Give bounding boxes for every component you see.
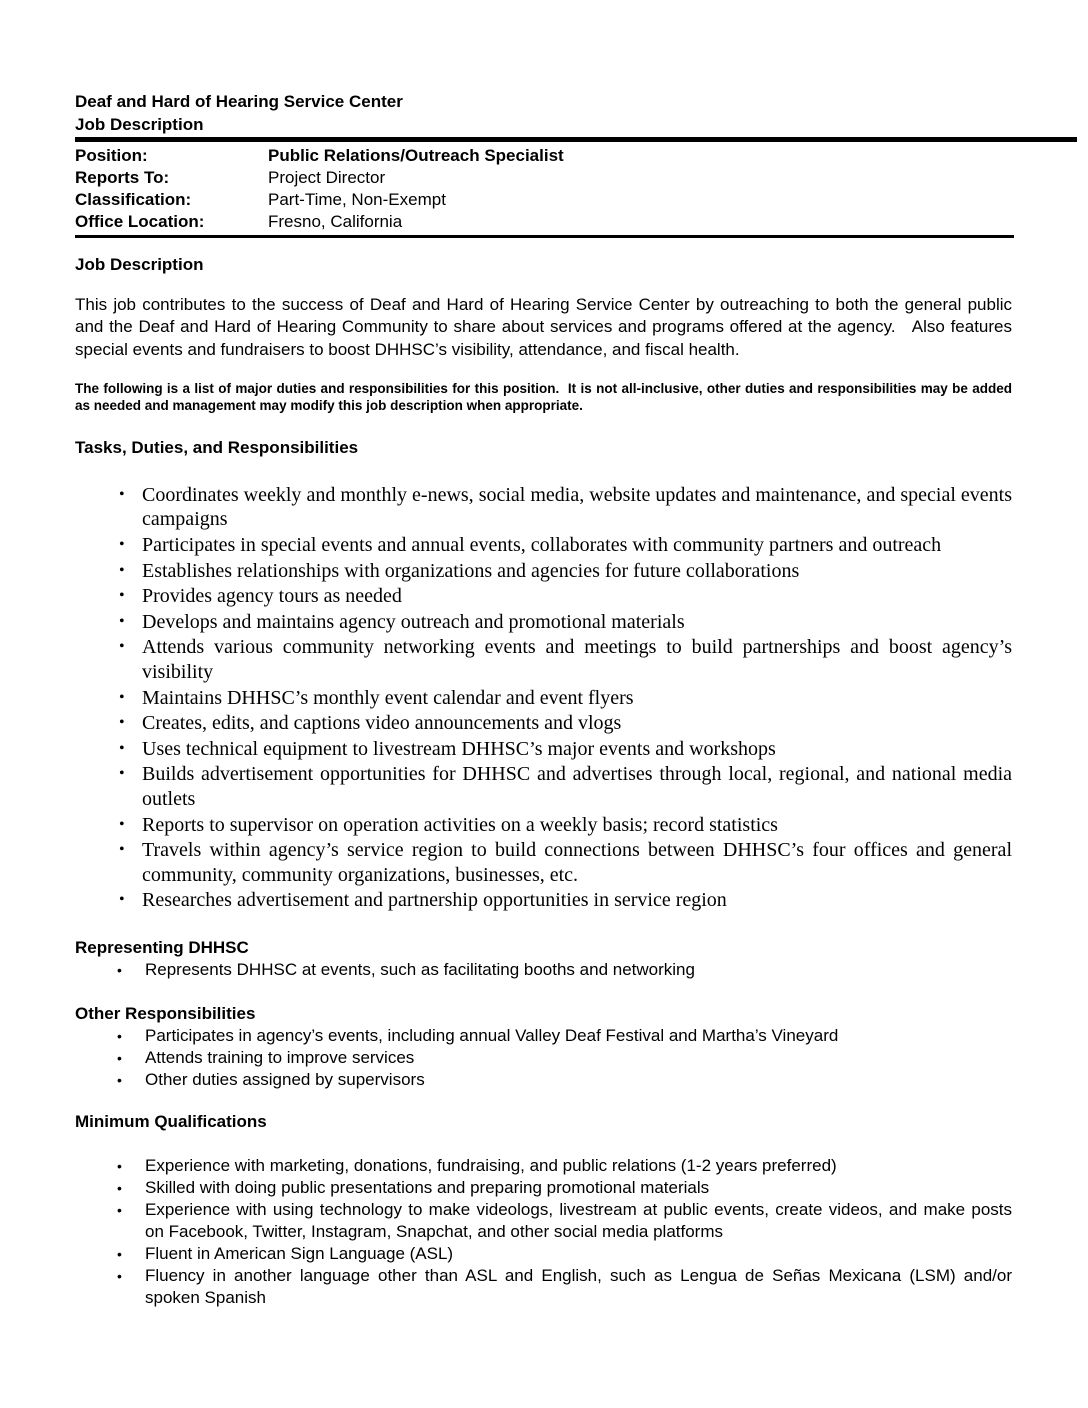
other-responsibilities-list bbox=[75, 1025, 1012, 1091]
task-item: • Creates, edits, and captions video announcements and vlogs bbox=[75, 711, 1012, 736]
representing-list bbox=[75, 959, 1012, 981]
classification-label: Classification: bbox=[75, 190, 192, 209]
task-item: • Participates in special events and annual events, collaborates with community partners and outreach bbox=[75, 533, 1012, 558]
org-name: Deaf and Hard of Hearing Service Center bbox=[75, 92, 403, 111]
tasks-list bbox=[75, 483, 1012, 913]
qualifications-list bbox=[75, 1155, 1012, 1309]
document-content bbox=[75, 90, 1017, 1309]
qualification-item: • Experience with marketing, donations, fundraising, and public relations (1-2 years preferred) bbox=[75, 1155, 1012, 1177]
qualification-item: • Fluency in another language other than ASL and English, such as Lengua de Señas Mexicana (LSM) and/or spoken Spanish bbox=[75, 1265, 1012, 1309]
other-responsibility-item: • Attends training to improve services bbox=[75, 1047, 1012, 1069]
info-row-reports-to bbox=[75, 167, 1012, 189]
other-responsibility-item: • Participates in agency’s events, including annual Valley Deaf Festival and Martha’s Vineyard bbox=[75, 1025, 1012, 1047]
info-row-office-location bbox=[75, 211, 1012, 233]
position-info-table bbox=[75, 145, 1012, 233]
job-summary-paragraph: This job contributes to the success of Deaf and Hard of Hearing Service Center by outreaching to both the general public and the Deaf and Hard of Hearing Community to share about services and programs offered at the agency. Also features special events and fundraisers to boost DHHSC’s visibility, attendance, and fiscal health. bbox=[75, 295, 1017, 359]
section-heading-tasks: Tasks, Duties, and Responsibilities bbox=[75, 437, 359, 457]
reports-to-label: Reports To: bbox=[75, 168, 170, 187]
task-item: • Researches advertisement and partnership opportunities in service region bbox=[75, 888, 1012, 913]
task-item: • Maintains DHHSC’s monthly event calendar and event flyers bbox=[75, 686, 1012, 711]
qualification-item: • Experience with using technology to make videologs, livestream at public events, create videos, and make posts on Facebook, Twitter, Instagram, Snapchat, and other social media platforms bbox=[75, 1199, 1012, 1243]
info-row-position bbox=[75, 145, 1012, 167]
disclaimer-paragraph: The following is a list of major duties and responsibilities for this position. It is not all-inclusive, other duties and responsibilities may be added as needed and management may modify this job description when appropriate. bbox=[75, 380, 1016, 413]
task-item: • Uses technical equipment to livestream DHHSC’s major events and workshops bbox=[75, 737, 1012, 762]
task-item: • Reports to supervisor on operation activities on a weekly basis; record statistics bbox=[75, 813, 1012, 838]
reports-to-value: Project Director bbox=[268, 168, 386, 187]
office-location-label: Office Location: bbox=[75, 212, 205, 231]
position-label: Position: bbox=[75, 146, 148, 165]
task-item: • Coordinates weekly and monthly e-news, social media, website updates and maintenance, and special events campaigns bbox=[75, 483, 1012, 532]
section-heading-representing-dhhsc: Representing DHHSC bbox=[75, 937, 249, 957]
task-item: • Establishes relationships with organizations and agencies for future collaborations bbox=[75, 559, 1012, 584]
other-responsibility-item: • Other duties assigned by supervisors bbox=[75, 1069, 1012, 1091]
classification-value: Part-Time, Non-Exempt bbox=[268, 190, 446, 209]
office-location-value: Fresno, California bbox=[268, 212, 403, 231]
qualification-item: • Skilled with doing public presentations and preparing promotional materials bbox=[75, 1177, 1012, 1199]
representing-item: • Represents DHHSC at events, such as facilitating booths and networking bbox=[75, 959, 1012, 981]
task-item: • Provides agency tours as needed bbox=[75, 584, 1012, 609]
task-item: • Develops and maintains agency outreach and promotional materials bbox=[75, 610, 1012, 635]
divider-thick bbox=[75, 137, 1077, 142]
section-heading-minimum-qualifications: Minimum Qualifications bbox=[75, 1111, 267, 1131]
document-header bbox=[75, 90, 1012, 136]
qualification-item: • Fluent in American Sign Language (ASL) bbox=[75, 1243, 1012, 1265]
divider-thin bbox=[75, 235, 1014, 238]
task-item: • Attends various community networking events and meetings to build partnerships and boost agency’s visibility bbox=[75, 635, 1012, 684]
section-heading-job-description: Job Description bbox=[75, 255, 204, 274]
section-heading-other-responsibilities: Other Responsibilities bbox=[75, 1003, 256, 1023]
info-row-classification bbox=[75, 189, 1012, 211]
doc-type-title: Job Description bbox=[75, 115, 204, 134]
position-value: Public Relations/Outreach Specialist bbox=[268, 146, 564, 165]
task-item: • Builds advertisement opportunities for DHHSC and advertises through local, regional, and national media outlets bbox=[75, 762, 1012, 811]
task-item: • Travels within agency’s service region to build connections between DHHSC’s four offices and general community, community organizations, businesses, etc. bbox=[75, 838, 1012, 887]
